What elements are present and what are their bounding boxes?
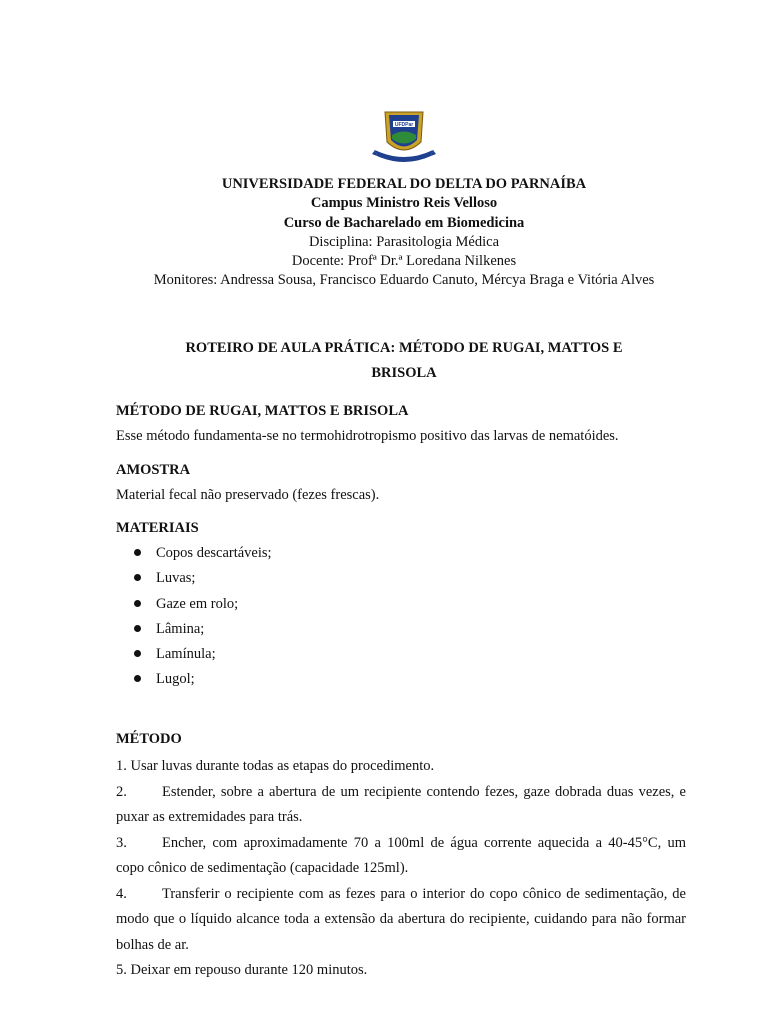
bullet-icon [134, 574, 141, 581]
method-description: Esse método fundamenta-se no termohidrotropismo positivo das larvas de nematóides. [116, 428, 619, 444]
list-item: Luvas; [116, 568, 272, 593]
list-item: Lamínula; [116, 644, 272, 669]
bullet-icon [134, 675, 141, 682]
method-step-2: 2. Estender, sobre a abertura de um recipiente contendo fezes, gaze dobrada duas vezes, e puxar as extremidades para trás. [116, 783, 686, 825]
section-heading-method-name: MÉTODO DE RUGAI, MATTOS E BRISOLA [116, 403, 409, 419]
bullet-icon [134, 600, 141, 607]
section-heading-sample: AMOSTRA [116, 462, 191, 478]
method-step-5: 5. Deixar em repouso durante 120 minutos. [116, 962, 368, 978]
monitors-list: Monitores: Andressa Sousa, Francisco Eduardo Canuto, Mércya Braga e Vitória Alves [153, 272, 655, 289]
method-steps [116, 754, 686, 984]
bullet-icon [134, 625, 141, 632]
campus-name: Campus Ministro Reis Velloso [310, 195, 498, 212]
method-step-4: 4. Transferir o recipiente com as fezes para o interior do copo cônico de sedimentação, de modo que o líquido alcance toda a extensão da abertura do recipiente, cuidando para não formar bolhas de ar. [116, 885, 686, 953]
document-title [120, 336, 688, 386]
document-title-line-2: BRISOLA [371, 365, 437, 381]
institution-header [120, 175, 688, 289]
svg-text:UFDPar: UFDPar [394, 122, 414, 128]
list-item: Lâmina; [116, 619, 272, 644]
university-crest-logo [371, 108, 437, 166]
university-name: UNIVERSIDADE FEDERAL DO DELTA DO PARNAÍBA [221, 176, 587, 192]
list-item: Gaze em rolo; [116, 594, 272, 619]
list-item: Lugol; [116, 669, 272, 694]
section-heading-method: MÉTODO [116, 731, 182, 747]
discipline-name: Disciplina: Parasitologia Médica [308, 233, 500, 250]
professor-name: Docente: Profª Dr.ª Loredana Nilkenes [291, 253, 517, 270]
course-name: Curso de Bacharelado em Biomedicina [283, 214, 525, 231]
section-heading-materials: MATERIAIS [116, 520, 199, 536]
sample-description: Material fecal não preservado (fezes frescas). [116, 487, 380, 503]
document-title-line-1: ROTEIRO DE AULA PRÁTICA: MÉTODO DE RUGAI, MATTOS E [185, 340, 623, 356]
method-step-1: 1. Usar luvas durante todas as etapas do procedimento. [116, 758, 435, 774]
bullet-icon [134, 549, 141, 556]
materials-list [116, 543, 272, 695]
list-item: Copos descartáveis; [116, 543, 272, 568]
method-step-3: 3. Encher, com aproximadamente 70 a 100ml de água corrente aquecida a 40-45°C, um copo cônico de sedimentação (capacidade 125ml). [116, 834, 686, 876]
bullet-icon [134, 650, 141, 657]
